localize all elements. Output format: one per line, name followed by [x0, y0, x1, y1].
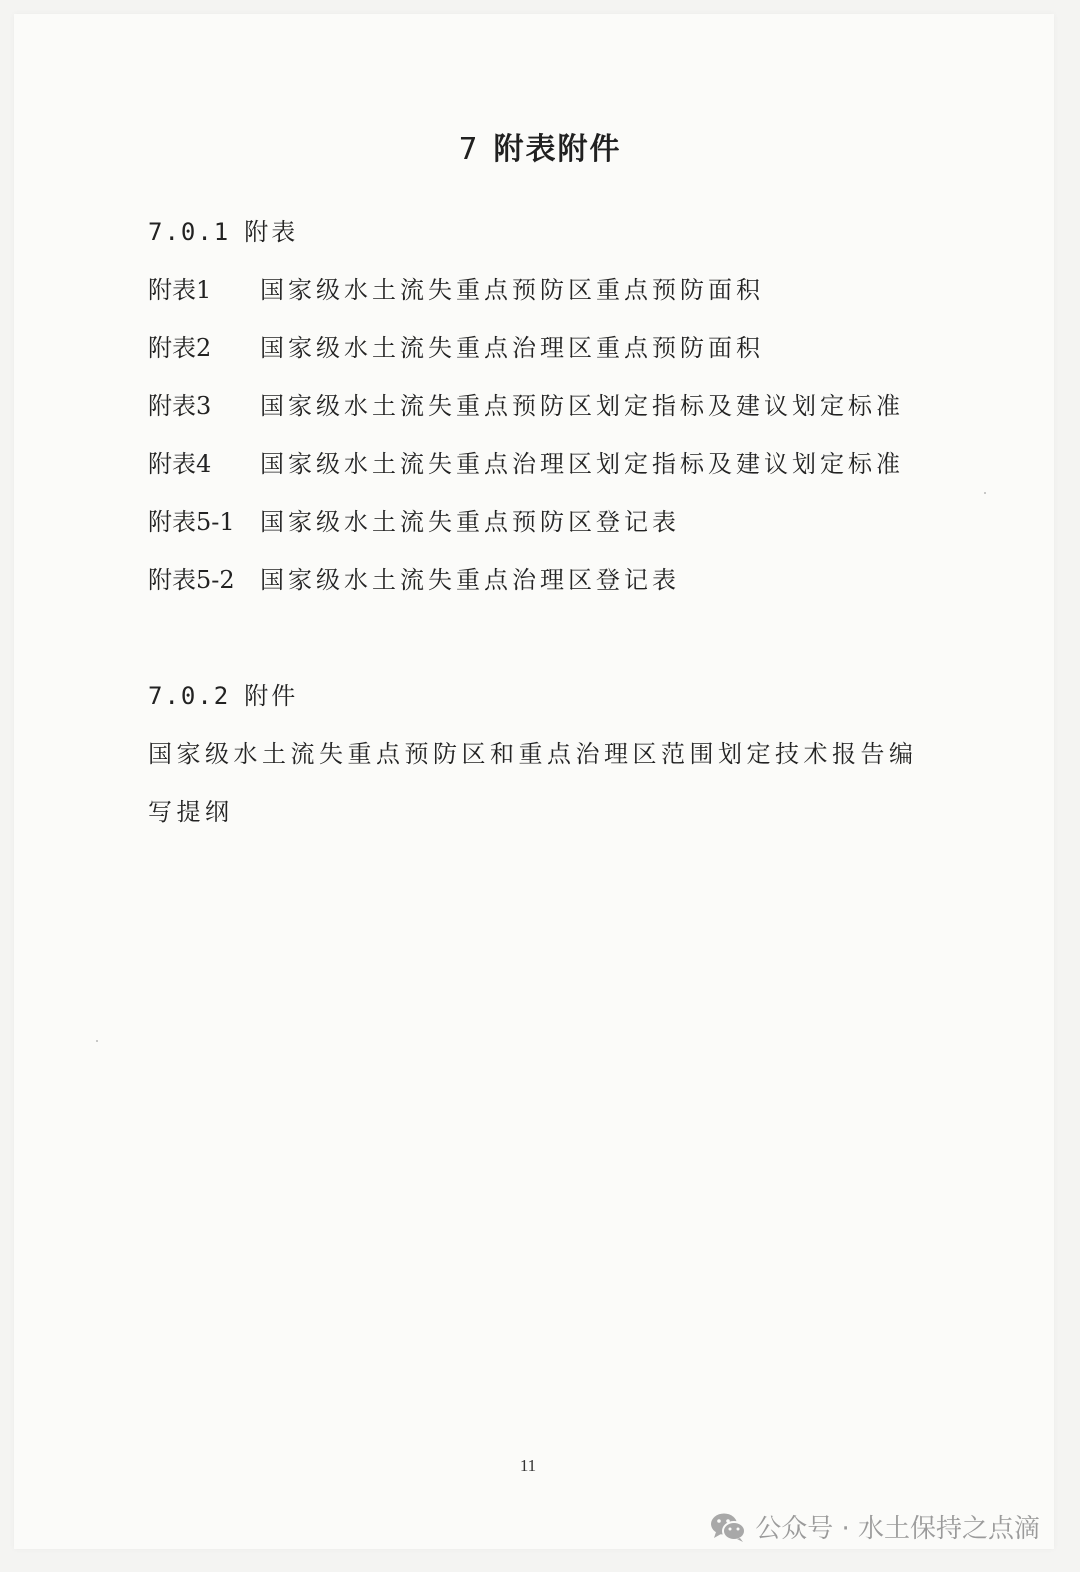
- appendix-table-description: 国家级水土流失重点治理区重点预防面积: [260, 334, 764, 362]
- appendix-table-description: 国家级水土流失重点预防区划定指标及建议划定标准: [260, 392, 904, 420]
- appendix-table-label: 附表5-1: [148, 508, 235, 536]
- section-title: 附表: [244, 218, 299, 246]
- scan-speck: [96, 1040, 98, 1042]
- chapter-title: [0, 124, 1080, 168]
- appendix-table-label: 附表1: [148, 276, 212, 304]
- appendix-table-description: 国家级水土流失重点预防区重点预防面积: [260, 276, 764, 304]
- section-number: 7.0.1: [148, 218, 231, 246]
- attachment-description-line-2: 写提纲: [148, 798, 234, 826]
- scan-speck: [984, 492, 986, 494]
- watermark: [709, 1508, 1040, 1545]
- appendix-table-description: 国家级水土流失重点治理区登记表: [260, 566, 680, 594]
- section-title: 附件: [244, 682, 299, 710]
- appendix-table-label: 附表4: [148, 450, 212, 478]
- appendix-table-item: [148, 444, 904, 479]
- wechat-icon: [709, 1511, 747, 1543]
- appendix-table-item: [148, 560, 680, 595]
- section-heading-tables: [148, 212, 298, 247]
- attachment-description-line-1: 国家级水土流失重点预防区和重点治理区范围划定技术报告编: [148, 740, 918, 768]
- section-number: 7.0.2: [148, 682, 231, 710]
- appendix-table-label: 附表2: [148, 334, 212, 362]
- section-heading-attachments: [148, 676, 298, 711]
- page-number: 11: [519, 1456, 537, 1475]
- watermark-text: 公众号 · 水土保持之点滴: [755, 1514, 1040, 1544]
- chapter-title-text: 附表附件: [493, 132, 622, 167]
- chapter-number: 7: [458, 132, 480, 167]
- appendix-table-description: 国家级水土流失重点治理区划定指标及建议划定标准: [260, 450, 904, 478]
- appendix-table-item: [148, 386, 904, 421]
- appendix-table-item: [148, 270, 764, 305]
- appendix-table-item: [148, 328, 764, 363]
- appendix-table-item: [148, 502, 680, 537]
- appendix-table-label: 附表5-2: [148, 566, 235, 594]
- appendix-table-label: 附表3: [148, 392, 212, 420]
- appendix-table-description: 国家级水土流失重点预防区登记表: [260, 508, 680, 536]
